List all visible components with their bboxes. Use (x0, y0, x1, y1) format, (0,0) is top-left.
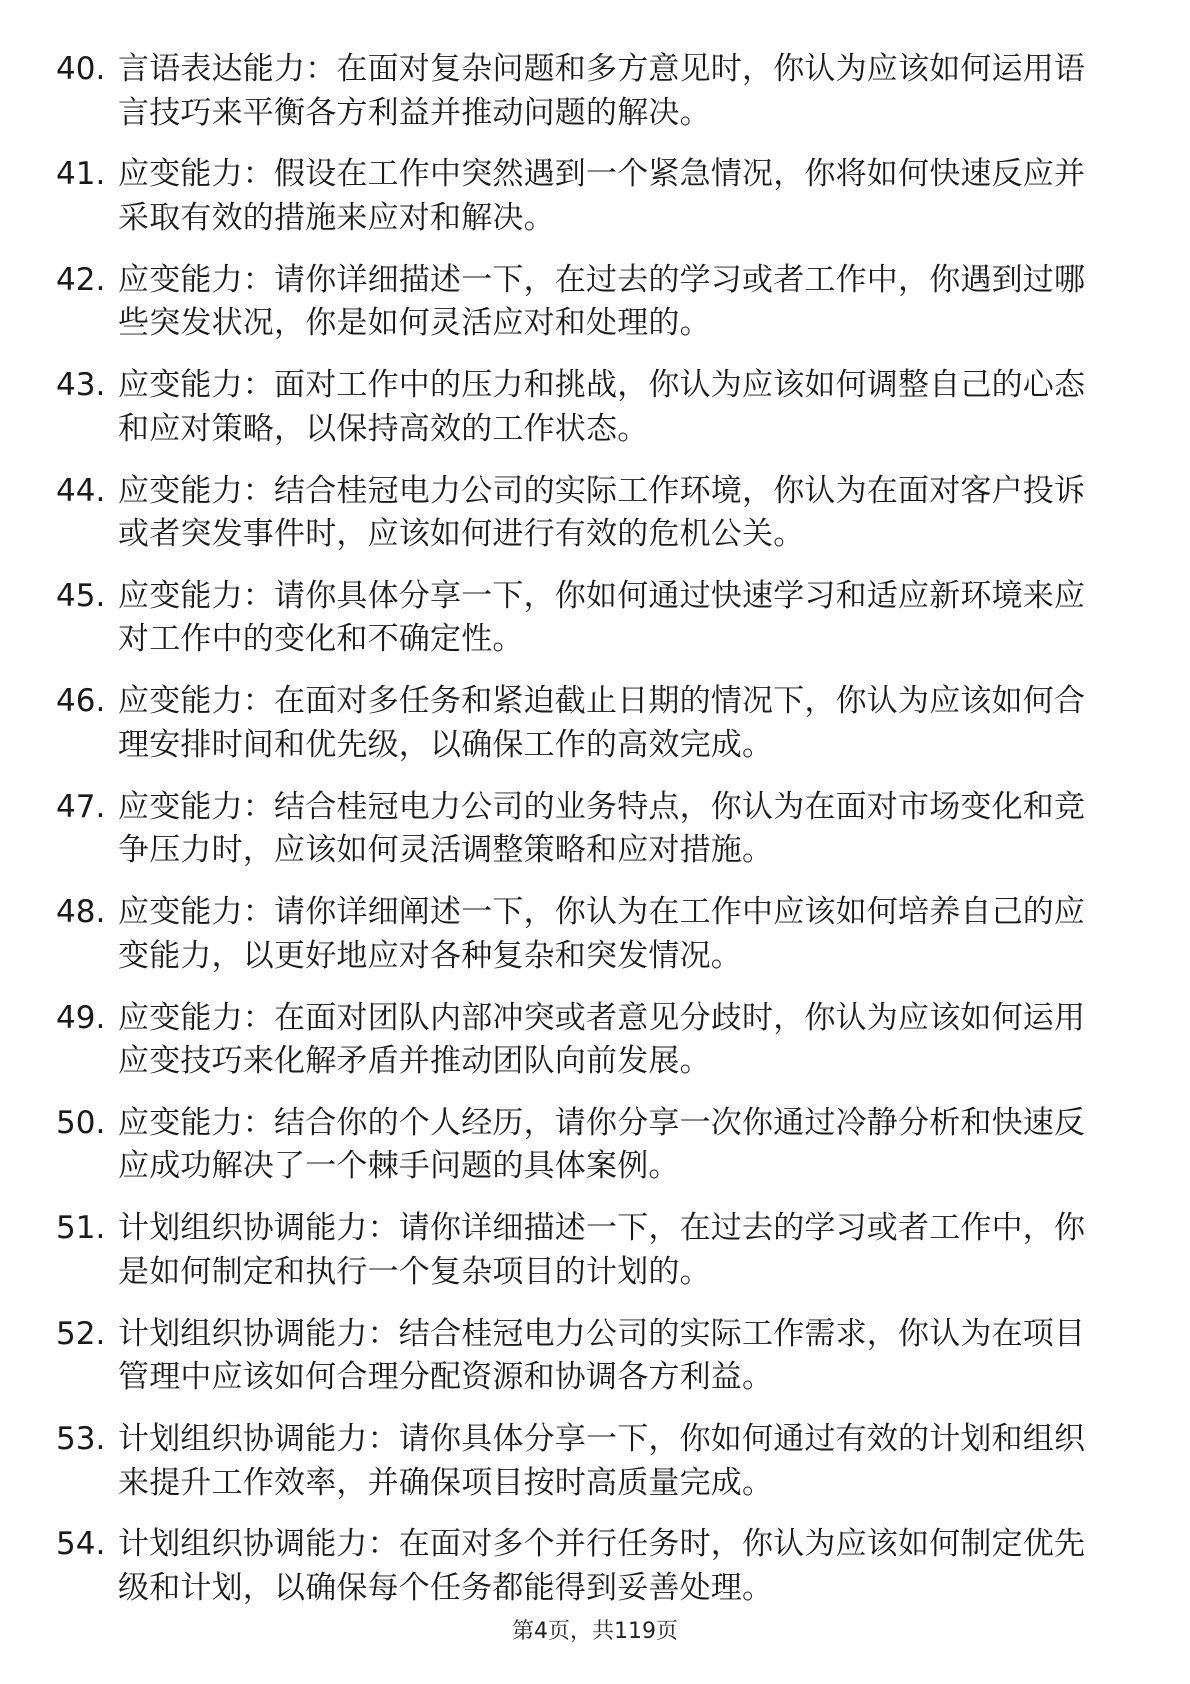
question-number: 42. (56, 261, 106, 298)
question-item (56, 1418, 1116, 1505)
question-item (56, 364, 1116, 451)
question-number: 40. (56, 51, 106, 87)
question-number: 54. (56, 1526, 106, 1563)
question-number: 51. (56, 1210, 106, 1247)
question-number: 52. (56, 1315, 106, 1352)
question-item (56, 1102, 1116, 1189)
question-number: 45. (56, 577, 106, 614)
question-text: 计划组织协调能力：请你详细描述一下，在过去的学习或者工作中，你是如何制定和执行一个复杂项目的计划的。 (118, 1210, 1086, 1290)
question-text: 言语表达能力：在面对复杂问题和多方意见时，你认为应该如何运用语言技巧来平衡各方利益并推动问题的解决。 (118, 51, 1086, 131)
question-item (56, 1313, 1116, 1400)
question-text: 应变能力：假设在工作中突然遇到一个紧急情况，你将如何快速反应并采取有效的措施来应对和解决。 (118, 156, 1086, 236)
question-text: 应变能力：请你详细阐述一下，你认为在工作中应该如何培养自己的应变能力，以更好地应对各种复杂和突发情况。 (118, 894, 1086, 974)
question-text: 计划组织协调能力：在面对多个并行任务时，你认为应该如何制定优先级和计划，以确保每个任务都能得到妥善处理。 (118, 1526, 1086, 1606)
question-text: 应变能力：在面对团队内部冲突或者意见分歧时，你认为应该如何运用应变技巧来化解矛盾并推动团队向前发展。 (118, 999, 1086, 1080)
question-item (56, 1207, 1116, 1294)
question-text: 应变能力：在面对多任务和紧迫截止日期的情况下，你认为应该如何合理安排时间和优先级，以确保工作的高效完成。 (118, 683, 1086, 763)
question-text: 应变能力：面对工作中的压力和挑战，你认为应该如何调整自己的心态和应对策略，以保持高效的工作状态。 (118, 367, 1086, 447)
question-item (56, 891, 1116, 978)
question-text: 应变能力：结合桂冠电力公司的实际工作环境，你认为在面对客户投诉或者突发事件时，应该如何进行有效的危机公关。 (118, 472, 1086, 553)
question-item (56, 575, 1116, 662)
question-text: 应变能力：请你具体分享一下，你如何通过快速学习和适应新环境来应对工作中的变化和不确定性。 (118, 577, 1086, 658)
question-text: 计划组织协调能力：请你具体分享一下，你如何通过有效的计划和组织来提升工作效率，并确保项目按时高质量完成。 (118, 1421, 1086, 1501)
question-item (56, 153, 1116, 240)
question-number: 48. (56, 894, 106, 931)
question-text: 应变能力：结合桂冠电力公司的业务特点，你认为在面对市场变化和竞争压力时，应该如何灵活调整策略和应对措施。 (118, 788, 1086, 869)
question-text: 应变能力：结合你的个人经历，请你分享一次你通过冷静分析和快速反应成功解决了一个棘手问题的具体案例。 (118, 1104, 1086, 1185)
question-number: 43. (56, 367, 106, 404)
question-number: 44. (56, 472, 106, 509)
question-item (56, 680, 1116, 767)
question-text: 应变能力：请你详细描述一下，在过去的学习或者工作中，你遇到过哪些突发状况，你是如何灵活应对和处理的。 (118, 261, 1086, 342)
question-item (56, 259, 1116, 346)
question-number: 49. (56, 999, 106, 1036)
question-item (56, 786, 1116, 873)
page-footer: 第4页，共119页 (512, 1619, 678, 1644)
question-item (56, 48, 1116, 135)
question-number: 46. (56, 683, 106, 720)
question-number: 53. (56, 1421, 106, 1458)
question-item (56, 1523, 1116, 1610)
question-text: 计划组织协调能力：结合桂冠电力公司的实际工作需求，你认为在项目管理中应该如何合理分配资源和协调各方利益。 (118, 1315, 1086, 1396)
question-list (56, 48, 1116, 1629)
question-item (56, 470, 1116, 557)
question-number: 47. (56, 788, 106, 825)
question-item (56, 997, 1116, 1084)
question-number: 41. (56, 156, 106, 193)
question-number: 50. (56, 1104, 106, 1141)
